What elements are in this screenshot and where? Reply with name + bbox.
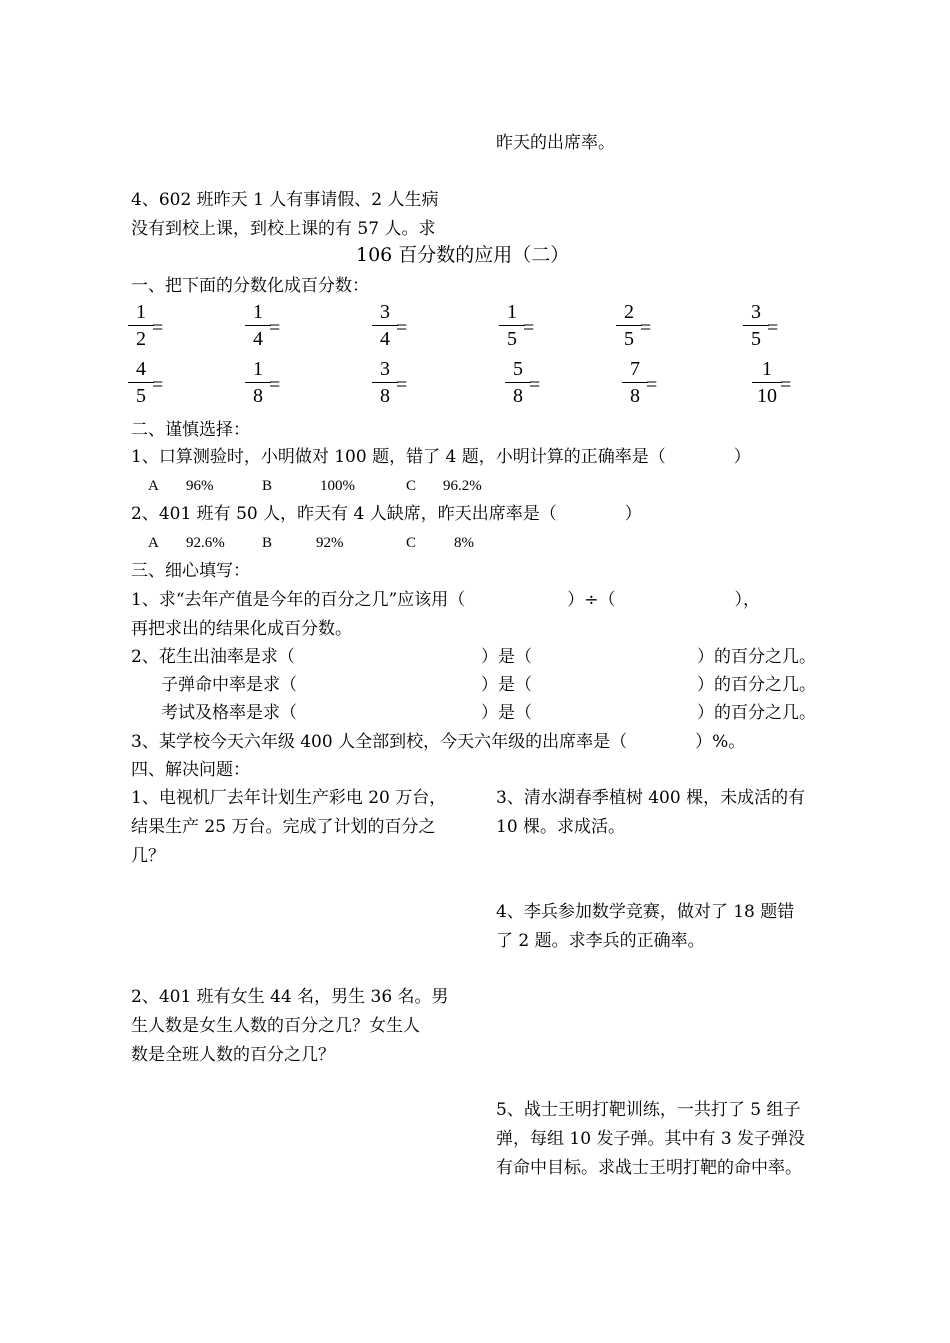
numerator: 1 [136,301,146,323]
choice-question-2: 2、401 班有 50 人，昨天有 4 人缺席，昨天出席率是（ ） [131,504,642,524]
denominator: 5 [507,328,517,350]
equals-sign: = [269,374,281,396]
denominator: 8 [630,385,640,407]
denominator: 8 [253,385,263,407]
fraction-bar [743,325,769,326]
equals-sign: = [767,317,779,339]
denominator: 8 [380,385,390,407]
fraction-bar [622,382,648,383]
option-label-c: C [406,478,417,494]
fraction-bar [499,325,525,326]
fraction-bar [245,325,271,326]
section3-heading: 三、细心填写： [131,561,250,581]
option-label-a: A [148,478,159,494]
option-label-a: A [148,535,159,551]
previous-problem-ending: 昨天的出席率。 [496,133,615,153]
equals-sign: = [780,374,792,396]
fill-question-2a-part2: ）是（ [481,647,532,667]
denominator: 8 [513,385,523,407]
problem-1-line3: 几？ [131,846,165,866]
equals-sign: = [152,317,164,339]
problem-4-line2: 了 2 题。求李兵的正确率。 [496,931,705,951]
option-label-b: B [262,535,273,551]
fill-question-2c-part1: 考试及格率是求（ [161,703,297,723]
numerator: 1 [253,358,263,380]
option-value-c: 8% [454,535,474,551]
fill-question-2b-part2: ）是（ [481,675,532,695]
problem-2-line3: 数是全班人数的百分之几？ [131,1045,335,1065]
numerator: 2 [624,301,634,323]
denominator: 5 [751,328,761,350]
numerator: 7 [630,358,640,380]
equals-sign: = [269,317,281,339]
problem-3-line1: 3、清水湖春季植树 400 棵，未成活的有 [496,788,806,808]
problem-3-line2: 10 棵。求成活。 [496,817,626,837]
option-value-b: 100% [320,478,355,494]
fraction-bar [372,382,398,383]
problem-5-line2: 弹，每组 10 发子弹。其中有 3 发子弹没 [496,1129,806,1149]
numerator: 1 [507,301,517,323]
option-label-b: B [262,478,273,494]
fill-question-2c-part3: ）的百分之几。 [697,703,816,723]
problem-4-line1: 4、李兵参加数学竞赛，做对了 18 题错 [496,902,795,922]
numerator: 1 [253,301,263,323]
denominator: 4 [380,328,390,350]
fill-question-1-line2: 再把求出的结果化成百分数。 [131,619,352,639]
problem-2-line2: 生人数是女生人数的百分之几？女生人 [131,1016,420,1036]
denominator: 5 [136,385,146,407]
fill-question-2b-part1: 子弹命中率是求（ [161,675,297,695]
previous-problem-4-line2: 没有到校上课，到校上课的有 57 人。求 [131,219,436,239]
equals-sign: = [646,374,658,396]
fill-question-2c-part2: ）是（ [481,703,532,723]
option-value-a: 92.6% [186,535,225,551]
equals-sign: = [640,317,652,339]
fraction-bar [505,382,531,383]
fraction-bar [372,325,398,326]
equals-sign: = [396,374,408,396]
numerator: 5 [513,358,523,380]
numerator: 3 [751,301,761,323]
fill-question-2a-part3: ）的百分之几。 [697,647,816,667]
section2-heading: 二、谨慎选择： [131,420,250,440]
problem-5-line1: 5、战士王明打靶训练，一共打了 5 组子 [496,1100,801,1120]
option-value-a: 96% [186,478,214,494]
equals-sign: = [396,317,408,339]
equals-sign: = [529,374,541,396]
denominator: 2 [136,328,146,350]
fill-question-3: 3、某学校今天六年级 400 人全部到校，今天六年级的出席率是（ ）%。 [131,732,746,752]
page-title: 106 百分数的应用（二） [356,244,570,266]
fraction-bar [128,325,154,326]
problem-2-line1: 2、401 班有女生 44 名，男生 36 名。男 [131,987,449,1007]
fill-question-2a-part1: 2、花生出油率是求（ [131,647,295,667]
denominator: 10 [757,385,777,407]
denominator: 5 [624,328,634,350]
equals-sign: = [523,317,535,339]
fill-question-1-line1: 1、求“去年产值是今年的百分之几”应该用（ ）÷（ ）， [131,590,760,610]
equals-sign: = [152,374,164,396]
problem-1-line2: 结果生产 25 万台。完成了计划的百分之 [131,817,436,837]
fill-question-2b-part3: ）的百分之几。 [697,675,816,695]
option-label-c: C [406,535,417,551]
section1-heading: 一、把下面的分数化成百分数： [131,276,369,296]
fraction-bar [616,325,642,326]
option-value-b: 92% [316,535,344,551]
numerator: 3 [380,358,390,380]
option-value-c: 96.2% [443,478,482,494]
problem-1-line1: 1、电视机厂去年计划生产彩电 20 万台， [131,788,447,808]
numerator: 1 [762,358,772,380]
fraction-1-10 [750,358,784,407]
fraction-bar [128,382,154,383]
numerator: 3 [380,301,390,323]
fraction-bar [752,382,782,383]
fraction-bar [245,382,271,383]
denominator: 4 [253,328,263,350]
numerator: 4 [136,358,146,380]
problem-5-line3: 有命中目标。求战士王明打靶的命中率。 [496,1158,802,1178]
previous-problem-4-line1: 4、602 班昨天 1 人有事请假、2 人生病 [131,190,439,210]
choice-question-1: 1、口算测验时，小明做对 100 题，错了 4 题，小明计算的正确率是（ ） [131,447,751,467]
section4-heading: 四、解决问题： [131,760,250,780]
